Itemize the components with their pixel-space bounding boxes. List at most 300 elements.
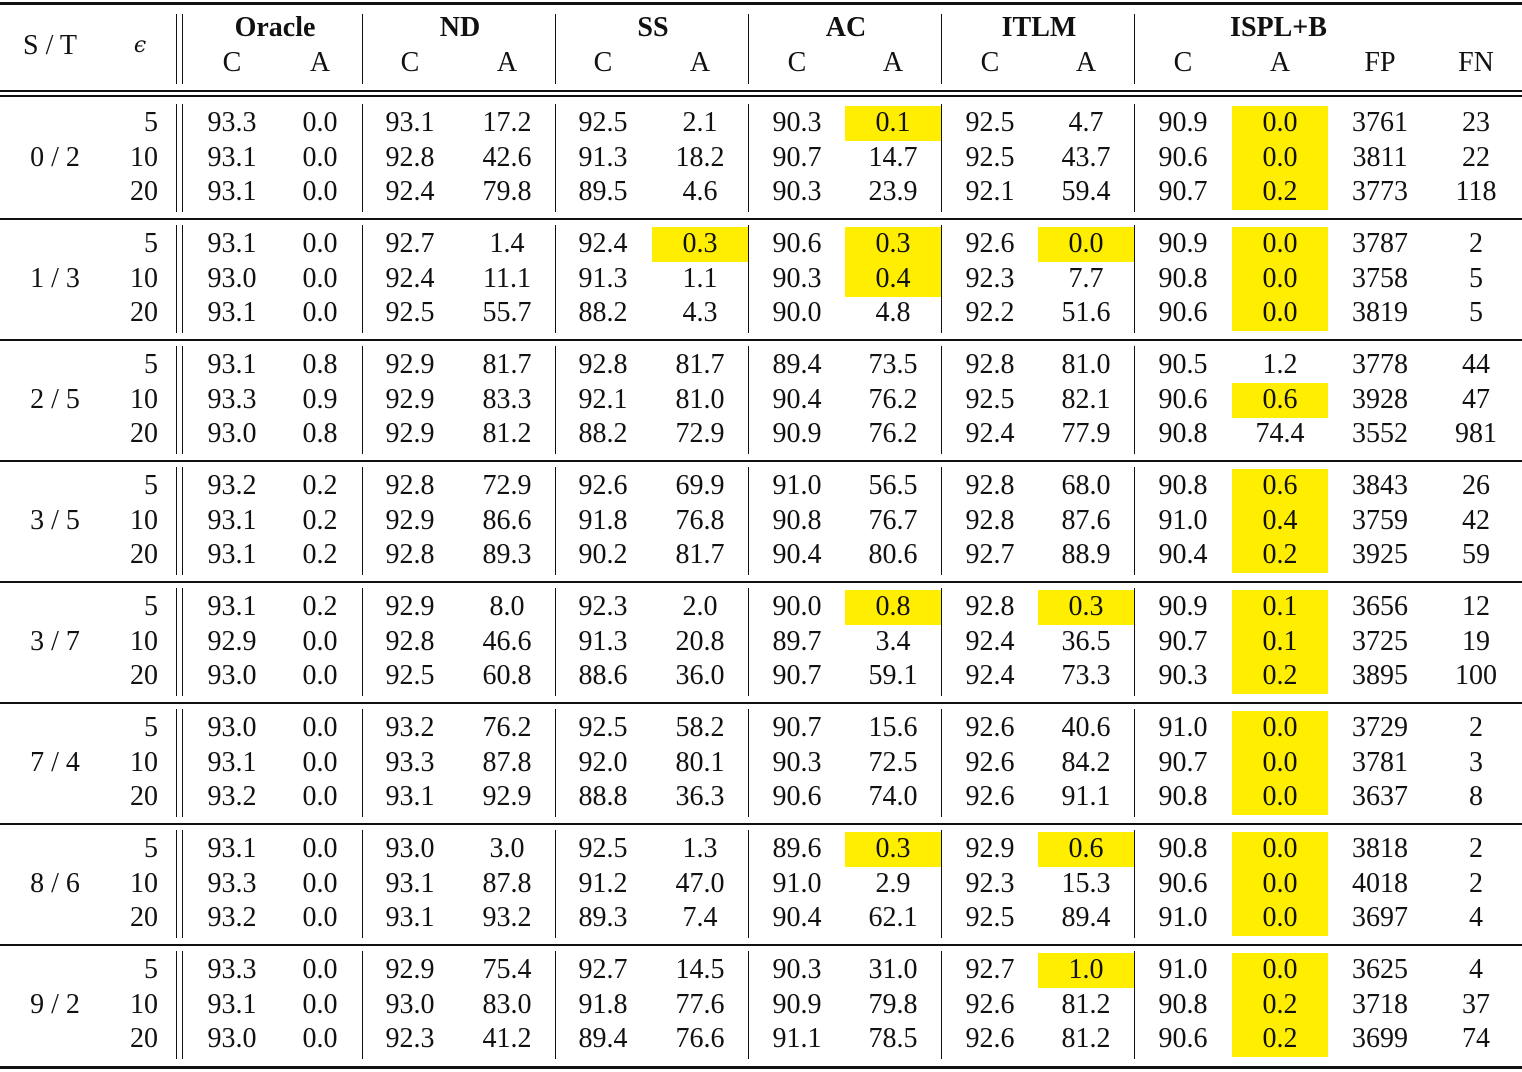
table-cell: 93.2 [207, 470, 257, 501]
table-cell: 0.0 [302, 746, 338, 778]
table-cell: 0.2 [302, 591, 338, 622]
table-cell: 92.6 [965, 712, 1015, 743]
column-divider [748, 467, 749, 575]
table-cell: 79.8 [868, 988, 918, 1020]
table-cell: 0.0 [1262, 141, 1298, 173]
table-cell: 92.6 [965, 228, 1015, 259]
table-cell: 92.5 [965, 902, 1015, 933]
epsilon-value: 20 [130, 660, 158, 691]
table-cell: 0.0 [302, 954, 338, 985]
table-cell: 87.8 [482, 867, 532, 899]
table-cell: 92.5 [385, 297, 435, 328]
table-cell: 93.1 [207, 141, 257, 173]
column-divider [176, 588, 177, 696]
table-cell: 76.8 [675, 504, 725, 536]
column-divider [362, 14, 363, 84]
table-cell: 3729 [1352, 712, 1408, 743]
epsilon-value: 20 [130, 176, 158, 207]
column-divider [1134, 709, 1135, 817]
table-cell: 93.1 [207, 539, 257, 570]
table-cell: 0.0 [302, 833, 338, 864]
column-divider [941, 346, 942, 454]
table-cell: 93.0 [207, 418, 257, 449]
epsilon-value: 20 [130, 418, 158, 449]
table-cell: 92.3 [965, 262, 1015, 294]
table-cell: 3925 [1352, 539, 1408, 570]
table-cell: 90.2 [578, 539, 628, 570]
column-divider [362, 588, 363, 696]
table-cell: 76.6 [675, 1023, 725, 1054]
table-cell: 2 [1469, 833, 1483, 864]
table-cell: 93.1 [385, 107, 435, 138]
table-cell: 0.4 [1262, 504, 1298, 536]
column-divider [182, 346, 183, 454]
table-cell: 62.1 [868, 902, 918, 933]
table-cell: 90.6 [1158, 141, 1208, 173]
column-divider [941, 14, 942, 84]
header-sub-itlm-a: A [1075, 47, 1097, 78]
table-cell: 74 [1462, 1023, 1490, 1054]
table-cell: 0.6 [1068, 833, 1104, 864]
table-cell: 17.2 [482, 107, 532, 138]
table-cell: 88.2 [578, 418, 628, 449]
table-cell: 92.9 [207, 625, 257, 657]
table-cell: 92.8 [965, 470, 1015, 501]
table-cell: 56.5 [868, 470, 918, 501]
table-cell: 0.2 [1262, 988, 1298, 1020]
table-cell: 0.0 [1068, 228, 1104, 259]
table-cell: 92.4 [578, 228, 628, 259]
table-cell: 90.7 [772, 141, 822, 173]
table-cell: 59.1 [868, 660, 918, 691]
table-cell: 0.2 [1262, 660, 1298, 691]
column-divider [555, 225, 556, 333]
table-cell: 92.8 [965, 591, 1015, 622]
epsilon-value: 10 [130, 988, 158, 1020]
table-cell: 90.3 [772, 954, 822, 985]
column-divider [555, 346, 556, 454]
table-cell: 90.3 [772, 262, 822, 294]
header-sub-nd-c: C [400, 47, 420, 78]
table-cell: 42 [1462, 504, 1490, 536]
column-divider [362, 467, 363, 575]
table-cell: 86.6 [482, 504, 532, 536]
table-cell: 0.0 [302, 988, 338, 1020]
table-cell: 60.8 [482, 660, 532, 691]
table-cell: 92.8 [385, 625, 435, 657]
epsilon-value: 20 [130, 297, 158, 328]
table-cell: 90.4 [772, 539, 822, 570]
table-cell: 90.7 [772, 660, 822, 691]
column-divider [941, 467, 942, 575]
table-cell: 4 [1469, 954, 1483, 985]
table-cell: 90.8 [1158, 262, 1208, 294]
table-cell: 4018 [1352, 867, 1408, 899]
epsilon-value: 20 [130, 1023, 158, 1054]
table-cell: 8 [1469, 781, 1483, 812]
table-cell: 23 [1462, 107, 1490, 138]
column-divider [748, 830, 749, 938]
column-divider [555, 14, 556, 84]
column-divider [555, 588, 556, 696]
table-cell: 31.0 [868, 954, 918, 985]
table-cell: 3637 [1352, 781, 1408, 812]
table-cell: 2 [1469, 228, 1483, 259]
column-divider [748, 588, 749, 696]
table-cell: 74.4 [1255, 418, 1305, 449]
table-cell: 3759 [1352, 504, 1408, 536]
column-divider [941, 104, 942, 212]
table-cell: 4.8 [875, 297, 911, 328]
column-divider [182, 225, 183, 333]
table-cell: 91.1 [1061, 781, 1111, 812]
column-divider [555, 467, 556, 575]
table-cell: 92.3 [965, 867, 1015, 899]
table-cell: 90.6 [1158, 297, 1208, 328]
table-cell: 3697 [1352, 902, 1408, 933]
header-group-itlm: ITLM [1001, 12, 1077, 43]
table-cell: 26 [1462, 470, 1490, 501]
epsilon-value: 10 [130, 504, 158, 536]
table-cell: 93.2 [207, 781, 257, 812]
table-cell: 1.4 [489, 228, 525, 259]
epsilon-value: 20 [130, 781, 158, 812]
source-target-label: 8 / 6 [30, 867, 80, 899]
table-cell: 0.0 [1262, 954, 1298, 985]
table-cell: 83.0 [482, 988, 532, 1020]
table-cell: 47.0 [675, 867, 725, 899]
table-cell: 0.0 [302, 902, 338, 933]
table-cell: 93.2 [482, 902, 532, 933]
source-target-label: 3 / 5 [30, 504, 80, 536]
table-cell: 93.1 [207, 176, 257, 207]
table-cell: 91.8 [578, 988, 628, 1020]
table-cell: 93.0 [207, 1023, 257, 1054]
column-divider [1134, 951, 1135, 1059]
table-cell: 0.0 [1262, 781, 1298, 812]
table-cell: 74.0 [868, 781, 918, 812]
column-divider [941, 588, 942, 696]
table-cell: 4.7 [1068, 107, 1104, 138]
table-cell: 12 [1462, 591, 1490, 622]
column-divider [182, 104, 183, 212]
table-cell: 0.9 [302, 383, 338, 415]
column-divider [941, 709, 942, 817]
column-divider [748, 104, 749, 212]
table-cell: 36.5 [1061, 625, 1111, 657]
table-cell: 3787 [1352, 228, 1408, 259]
table-cell: 43.7 [1061, 141, 1111, 173]
table-cell: 2.9 [875, 867, 911, 899]
table-cell: 91.0 [772, 470, 822, 501]
table-cell: 88.8 [578, 781, 628, 812]
column-divider [176, 709, 177, 817]
epsilon-value: 10 [130, 867, 158, 899]
table-cell: 90.9 [772, 418, 822, 449]
table-cell: 3778 [1352, 349, 1408, 380]
column-divider [182, 951, 183, 1059]
table-cell: 0.2 [1262, 539, 1298, 570]
table-cell: 93.1 [207, 228, 257, 259]
table-cell: 76.7 [868, 504, 918, 536]
header-sub-nd-a: A [496, 47, 518, 78]
table-cell: 81.7 [675, 539, 725, 570]
table-cell: 87.8 [482, 746, 532, 778]
table-cell: 81.2 [482, 418, 532, 449]
header-sub-oracle-a: A [309, 47, 331, 78]
table-cell: 92.8 [965, 504, 1015, 536]
table-cell: 0.2 [302, 470, 338, 501]
table-cell: 3895 [1352, 660, 1408, 691]
column-divider [176, 467, 177, 575]
epsilon-value: 5 [144, 228, 158, 259]
table-cell: 100 [1455, 660, 1497, 691]
table-cell: 92.4 [385, 262, 435, 294]
table-cell: 92.9 [385, 591, 435, 622]
table-cell: 3625 [1352, 954, 1408, 985]
table-cell: 90.3 [772, 176, 822, 207]
table-cell: 93.3 [207, 383, 257, 415]
table-cell: 42.6 [482, 141, 532, 173]
table-cell: 90.9 [772, 988, 822, 1020]
table-cell: 92.4 [965, 418, 1015, 449]
table-cell: 3656 [1352, 591, 1408, 622]
table-cell: 90.0 [772, 297, 822, 328]
column-divider [748, 14, 749, 84]
header-group-nd: ND [439, 12, 481, 43]
table-cell: 15.3 [1061, 867, 1111, 899]
group-separator-rule [0, 581, 1522, 583]
table-cell: 75.4 [482, 954, 532, 985]
table-cell: 73.3 [1061, 660, 1111, 691]
table-cell: 0.2 [302, 539, 338, 570]
table-cell: 91.8 [578, 504, 628, 536]
header-sub-itlm-c: C [980, 47, 1000, 78]
source-target-label: 9 / 2 [30, 988, 80, 1020]
table-cell: 93.1 [207, 591, 257, 622]
table-cell: 89.7 [772, 625, 822, 657]
table-cell: 0.0 [302, 228, 338, 259]
table-cell: 93.1 [207, 504, 257, 536]
table-cell: 1.0 [1068, 954, 1104, 985]
column-divider [362, 951, 363, 1059]
table-cell: 93.0 [207, 660, 257, 691]
table-cell: 90.8 [1158, 781, 1208, 812]
table-cell: 37 [1462, 988, 1490, 1020]
column-divider [176, 951, 177, 1059]
table-cell: 93.0 [207, 712, 257, 743]
table-cell: 92.8 [965, 349, 1015, 380]
table-cell: 82.1 [1061, 383, 1111, 415]
table-cell: 41.2 [482, 1023, 532, 1054]
table-cell: 89.3 [482, 539, 532, 570]
epsilon-value: 20 [130, 902, 158, 933]
table-cell: 92.8 [578, 349, 628, 380]
table-cell: 0.2 [1262, 1023, 1298, 1054]
column-divider [555, 951, 556, 1059]
table-cell: 3928 [1352, 383, 1408, 415]
table-cell: 0.3 [875, 228, 911, 259]
column-divider [182, 467, 183, 575]
column-divider [1134, 346, 1135, 454]
epsilon-value: 10 [130, 141, 158, 173]
table-cell: 81.7 [675, 349, 725, 380]
table-cell: 93.1 [207, 746, 257, 778]
table-cell: 0.0 [302, 297, 338, 328]
table-cell: 47 [1462, 383, 1490, 415]
table-cell: 7.4 [682, 902, 718, 933]
header-sub-ispl-b-fp: FP [1364, 47, 1396, 78]
source-target-label: 2 / 5 [30, 383, 80, 415]
table-cell: 0.3 [875, 833, 911, 864]
table-cell: 118 [1455, 176, 1497, 207]
epsilon-value: 5 [144, 833, 158, 864]
table-cell: 81.2 [1061, 1023, 1111, 1054]
table-cell: 18.2 [675, 141, 725, 173]
table-cell: 77.9 [1061, 418, 1111, 449]
table-cell: 92.5 [965, 383, 1015, 415]
table-cell: 92.2 [965, 297, 1015, 328]
table-cell: 92.0 [578, 746, 628, 778]
table-cell: 93.1 [385, 867, 435, 899]
table-cell: 90.7 [1158, 746, 1208, 778]
table-cell: 0.0 [302, 712, 338, 743]
table-cell: 19 [1462, 625, 1490, 657]
header-group-ispl-b: ISPL+B [1230, 12, 1327, 43]
epsilon-value: 5 [144, 107, 158, 138]
table-cell: 91.0 [1158, 954, 1208, 985]
table-cell: 4 [1469, 902, 1483, 933]
table-cell: 1.1 [682, 262, 718, 294]
table-cell: 0.1 [875, 107, 911, 138]
epsilon-value: 20 [130, 539, 158, 570]
table-cell: 93.3 [385, 746, 435, 778]
table-cell: 0.0 [302, 867, 338, 899]
table-cell: 0.0 [1262, 107, 1298, 138]
table-cell: 90.8 [1158, 470, 1208, 501]
table-cell: 0.8 [875, 591, 911, 622]
table-cell: 3 [1469, 746, 1483, 778]
table-cell: 0.0 [302, 141, 338, 173]
table-cell: 5 [1469, 262, 1483, 294]
table-cell: 92.9 [385, 954, 435, 985]
table-cell: 0.0 [302, 176, 338, 207]
table-cell: 11.1 [483, 262, 531, 294]
table-cell: 76.2 [482, 712, 532, 743]
table-cell: 89.4 [578, 1023, 628, 1054]
header-group-ss: SS [637, 12, 669, 43]
group-separator-rule [0, 702, 1522, 704]
table-cell: 1.3 [682, 833, 718, 864]
table-cell: 3818 [1352, 833, 1408, 864]
table-cell: 1.2 [1262, 349, 1298, 380]
table-cell: 90.3 [1158, 660, 1208, 691]
table-cell: 81.0 [675, 383, 725, 415]
column-divider [362, 104, 363, 212]
table-cell: 92.6 [965, 1023, 1015, 1054]
source-target-label: 1 / 3 [30, 262, 80, 294]
header-sub-ispl-b-c: C [1173, 47, 1193, 78]
header-group-oracle: Oracle [234, 12, 316, 43]
table-cell: 92.9 [385, 383, 435, 415]
table-cell: 89.5 [578, 176, 628, 207]
table-cell: 93.3 [207, 107, 257, 138]
table-cell: 2 [1469, 867, 1483, 899]
column-divider [176, 104, 177, 212]
header-sub-ispl-b-fn: FN [1458, 47, 1494, 78]
table-cell: 3699 [1352, 1023, 1408, 1054]
column-divider [748, 225, 749, 333]
column-divider [362, 225, 363, 333]
column-divider [362, 830, 363, 938]
table-cell: 92.7 [385, 228, 435, 259]
table-cell: 0.0 [302, 262, 338, 294]
table-cell: 83.3 [482, 383, 532, 415]
column-divider [555, 830, 556, 938]
table-cell: 58.2 [675, 712, 725, 743]
table-cell: 90.7 [1158, 625, 1208, 657]
source-target-label: 0 / 2 [30, 141, 80, 173]
table-cell: 76.2 [868, 383, 918, 415]
table-cell: 90.6 [772, 228, 822, 259]
table-cell: 90.3 [772, 746, 822, 778]
table-cell: 93.3 [207, 954, 257, 985]
table-cell: 89.3 [578, 902, 628, 933]
table-cell: 0.8 [302, 418, 338, 449]
table-cell: 3843 [1352, 470, 1408, 501]
table-cell: 92.4 [965, 660, 1015, 691]
table-cell: 90.8 [1158, 418, 1208, 449]
column-divider [182, 709, 183, 817]
table-cell: 23.9 [868, 176, 918, 207]
column-divider [176, 346, 177, 454]
table-cell: 5 [1469, 297, 1483, 328]
table-cell: 90.9 [1158, 591, 1208, 622]
table-cell: 0.0 [1262, 297, 1298, 328]
column-divider [1134, 588, 1135, 696]
table-cell: 93.2 [207, 902, 257, 933]
table-cell: 0.0 [302, 625, 338, 657]
table-cell: 40.6 [1061, 712, 1111, 743]
table-cell: 92.4 [965, 625, 1015, 657]
table-cell: 0.6 [1262, 470, 1298, 501]
table-cell: 91.3 [578, 625, 628, 657]
table-cell: 93.0 [385, 988, 435, 1020]
table-cell: 92.3 [578, 591, 628, 622]
table-cell: 93.1 [385, 781, 435, 812]
table-cell: 0.4 [875, 262, 911, 294]
table-cell: 0.0 [302, 660, 338, 691]
table-cell: 89.4 [1061, 902, 1111, 933]
epsilon-value: 5 [144, 954, 158, 985]
source-target-label: 7 / 4 [30, 746, 80, 778]
table-cell: 55.7 [482, 297, 532, 328]
table-cell: 0.1 [1262, 625, 1298, 657]
table-cell: 2 [1469, 712, 1483, 743]
table-cell: 92.4 [385, 176, 435, 207]
table-cell: 0.0 [1262, 712, 1298, 743]
table-cell: 20.8 [675, 625, 725, 657]
epsilon-value: 5 [144, 712, 158, 743]
table-cell: 0.8 [302, 349, 338, 380]
table-cell: 0.3 [682, 228, 718, 259]
table-cell: 93.0 [385, 833, 435, 864]
header-sub-ac-a: A [882, 47, 904, 78]
column-divider [182, 830, 183, 938]
table-cell: 69.9 [675, 470, 725, 501]
table-cell: 3761 [1352, 107, 1408, 138]
table-cell: 81.7 [482, 349, 532, 380]
